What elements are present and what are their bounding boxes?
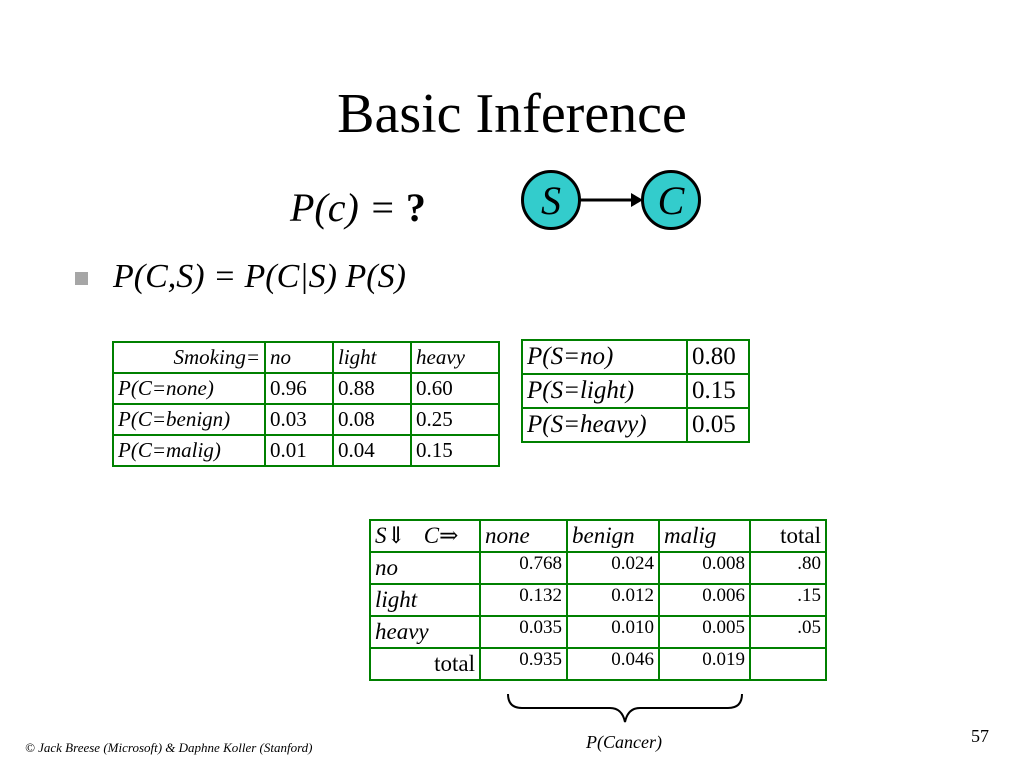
joint-cell: 0.006 xyxy=(659,584,750,616)
prior-row xyxy=(522,374,749,408)
joint-row-label: light xyxy=(370,584,480,616)
joint-cell: 0.935 xyxy=(480,648,567,680)
joint-row xyxy=(370,552,826,584)
node-s: S xyxy=(521,170,581,230)
joint-header-cell: total xyxy=(750,520,826,552)
cpt-cell: 0.01 xyxy=(265,435,333,466)
footer-credit: © Jack Breese (Microsoft) & Daphne Koller (Stanford) xyxy=(25,740,313,755)
cpt-header-cell: heavy xyxy=(411,342,499,373)
cpt-header-cell: Smoking= xyxy=(113,342,265,373)
prior-label: P(S=heavy) xyxy=(522,408,687,442)
prior-label: P(S=light) xyxy=(522,374,687,408)
joint-row xyxy=(370,584,826,616)
corner-c-label: C⇒ xyxy=(423,523,459,548)
joint-corner-cell xyxy=(370,520,480,552)
prior-row xyxy=(522,408,749,442)
slide-title: Basic Inference xyxy=(337,83,687,145)
joint-cell: .15 xyxy=(750,584,826,616)
cpt-row xyxy=(113,404,499,435)
prior-value: 0.05 xyxy=(687,408,749,442)
joint-cell: 0.132 xyxy=(480,584,567,616)
joint-cell: 0.024 xyxy=(567,552,659,584)
joint-header-cell: malig xyxy=(659,520,750,552)
joint-cell: 0.008 xyxy=(659,552,750,584)
cpt-header-cell: light xyxy=(333,342,411,373)
cpt-row xyxy=(113,435,499,466)
node-c: C xyxy=(641,170,701,230)
cpt-cell: 0.60 xyxy=(411,373,499,404)
prior-label: P(S=no) xyxy=(522,340,687,374)
joint-row-label: no xyxy=(370,552,480,584)
cpt-cell: 0.88 xyxy=(333,373,411,404)
cpt-table xyxy=(112,341,500,467)
joint-cell: .80 xyxy=(750,552,826,584)
cpt-cell: 0.04 xyxy=(333,435,411,466)
cpt-cell: 0.08 xyxy=(333,404,411,435)
edge-arrow-icon xyxy=(579,188,645,212)
joint-total-label: total xyxy=(370,648,480,680)
joint-cell: 0.019 xyxy=(659,648,750,680)
prior-row xyxy=(522,340,749,374)
cpt-header-row xyxy=(113,342,499,373)
joint-table xyxy=(369,519,827,681)
prior-value: 0.15 xyxy=(687,374,749,408)
query-text: P(c) = xyxy=(290,185,406,230)
joint-cell: 0.010 xyxy=(567,616,659,648)
cpt-row-label: P(C=benign) xyxy=(113,404,265,435)
joint-header-cell: benign xyxy=(567,520,659,552)
cpt-cell: 0.25 xyxy=(411,404,499,435)
cpt-row-label: P(C=malig) xyxy=(113,435,265,466)
cpt-header-cell: no xyxy=(265,342,333,373)
curly-brace-icon xyxy=(506,692,744,726)
joint-cell: 0.035 xyxy=(480,616,567,648)
joint-cell: 0.046 xyxy=(567,648,659,680)
bullet-text: P(C,S) = P(C|S) P(S) xyxy=(113,258,406,295)
query-expression xyxy=(290,184,426,231)
joint-header-row xyxy=(370,520,826,552)
bullet-square-icon xyxy=(75,272,88,285)
query-mark: ? xyxy=(405,185,426,230)
joint-row-label: heavy xyxy=(370,616,480,648)
joint-cell: 0.012 xyxy=(567,584,659,616)
cpt-cell: 0.15 xyxy=(411,435,499,466)
brace-label: P(Cancer) xyxy=(586,732,662,752)
prior-table xyxy=(521,339,750,443)
cpt-row xyxy=(113,373,499,404)
prior-value: 0.80 xyxy=(687,340,749,374)
joint-total-row xyxy=(370,648,826,680)
page-number: 57 xyxy=(971,726,989,746)
joint-cell xyxy=(750,648,826,680)
joint-cell: 0.005 xyxy=(659,616,750,648)
joint-header-cell: none xyxy=(480,520,567,552)
cpt-row-label: P(C=none) xyxy=(113,373,265,404)
joint-row xyxy=(370,616,826,648)
cpt-cell: 0.03 xyxy=(265,404,333,435)
corner-s-label: S⇓ xyxy=(375,523,406,548)
joint-cell: .05 xyxy=(750,616,826,648)
cpt-cell: 0.96 xyxy=(265,373,333,404)
joint-cell: 0.768 xyxy=(480,552,567,584)
